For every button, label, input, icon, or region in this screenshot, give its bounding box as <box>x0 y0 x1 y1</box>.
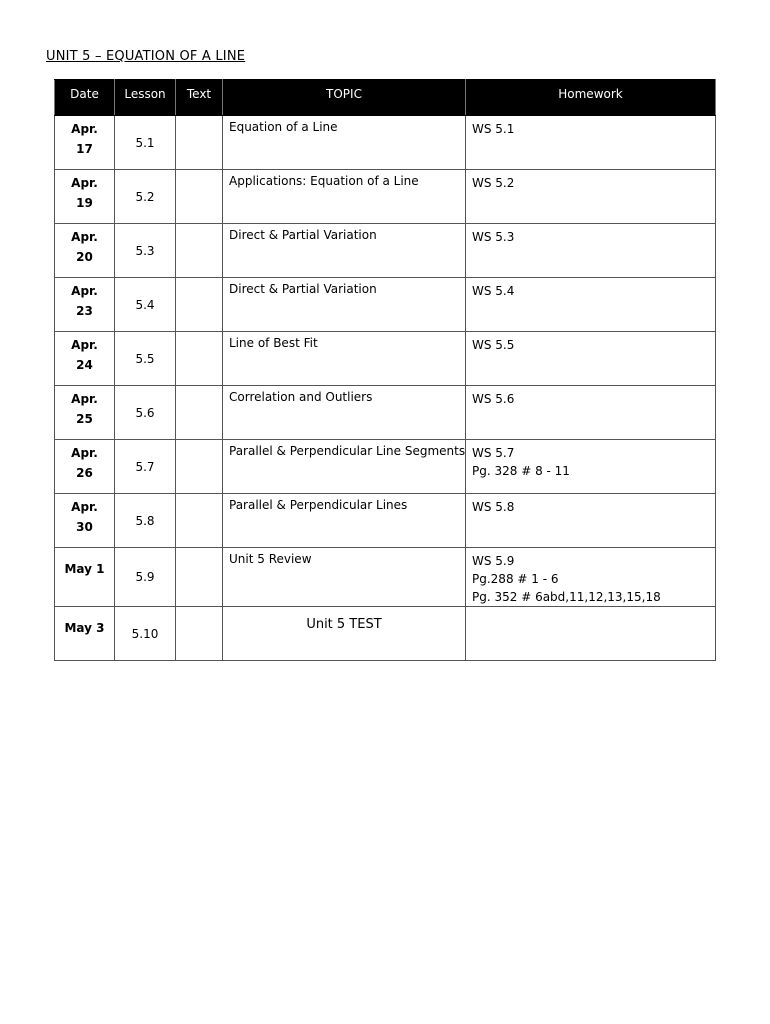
homework-cell <box>466 278 716 332</box>
date-cell <box>55 332 115 386</box>
date-cell <box>55 386 115 440</box>
table-row <box>55 332 716 386</box>
text-cell <box>176 494 223 548</box>
homework-cell <box>466 386 716 440</box>
date-day: 30 <box>76 520 93 534</box>
text-cell <box>176 548 223 607</box>
topic-cell <box>223 116 466 170</box>
homework-line: WS 5.9 <box>472 554 515 568</box>
topic-text: Line of Best Fit <box>229 336 318 350</box>
date-day: 26 <box>76 466 93 480</box>
topic-text: Direct & Partial Variation <box>229 282 377 296</box>
date-day: 25 <box>76 412 93 426</box>
homework-line: Pg. 328 # 8 - 11 <box>472 464 570 478</box>
text-cell <box>176 440 223 494</box>
text-cell <box>176 607 223 661</box>
text-cell <box>176 278 223 332</box>
homework-cell <box>466 548 716 607</box>
homework-line: WS 5.6 <box>472 392 515 406</box>
topic-text: Unit 5 Review <box>229 552 312 566</box>
homework-cell <box>466 607 716 661</box>
table-row <box>55 494 716 548</box>
date-month: Apr. <box>71 230 98 244</box>
lesson-cell: 5.8 <box>115 494 176 548</box>
lesson-cell: 5.5 <box>115 332 176 386</box>
header-text <box>176 80 223 116</box>
homework-line: Pg. 352 # 6abd,11,12,13,15,18 <box>472 590 661 604</box>
lesson-cell: 5.2 <box>115 170 176 224</box>
homework-line: WS 5.5 <box>472 338 515 352</box>
topic-text: Parallel & Perpendicular Line Segments <box>229 444 466 458</box>
table-row <box>55 116 716 170</box>
topic-cell <box>223 278 466 332</box>
date-month: Apr. <box>71 176 98 190</box>
date-month: Apr. <box>71 500 98 514</box>
header-lesson <box>115 80 176 116</box>
date-day: 20 <box>76 250 93 264</box>
date-cell <box>55 278 115 332</box>
topic-text: Unit 5 TEST <box>306 617 382 632</box>
date-day: 23 <box>76 304 93 318</box>
topic-cell <box>223 494 466 548</box>
header-topic <box>223 80 466 116</box>
homework-cell <box>466 494 716 548</box>
topic-cell <box>223 607 466 661</box>
header-topic-label: TOPIC <box>326 87 362 101</box>
header-homework-label: Homework <box>558 87 623 101</box>
table-row <box>55 386 716 440</box>
lesson-cell: 5.6 <box>115 386 176 440</box>
date-cell <box>55 607 115 661</box>
topic-cell <box>223 332 466 386</box>
text-cell <box>176 332 223 386</box>
topic-cell <box>223 386 466 440</box>
topic-cell <box>223 170 466 224</box>
homework-line: WS 5.1 <box>472 122 515 136</box>
date-day: 17 <box>76 142 93 156</box>
table-row <box>55 278 716 332</box>
homework-line: WS 5.3 <box>472 230 515 244</box>
homework-cell <box>466 440 716 494</box>
table-row <box>55 607 716 661</box>
lesson-cell: 5.3 <box>115 224 176 278</box>
topic-text: Parallel & Perpendicular Lines <box>229 498 408 512</box>
date-day: 24 <box>76 358 93 372</box>
header-row <box>55 80 716 116</box>
date-day: 19 <box>76 196 93 210</box>
date-month: Apr. <box>71 392 98 406</box>
date-month: Apr. <box>71 284 98 298</box>
topic-text: Applications: Equation of a Line <box>229 174 419 188</box>
table-row <box>55 548 716 607</box>
text-cell <box>176 170 223 224</box>
header-text-label: Text <box>186 87 212 101</box>
date-cell <box>55 116 115 170</box>
header-lesson-label: Lesson <box>124 87 166 101</box>
homework-cell <box>466 224 716 278</box>
homework-line: WS 5.7 <box>472 446 515 460</box>
topic-text: Direct & Partial Variation <box>229 228 377 242</box>
lesson-cell: 5.7 <box>115 440 176 494</box>
header-homework <box>466 80 716 116</box>
homework-line: WS 5.8 <box>472 500 515 514</box>
table-row <box>55 170 716 224</box>
date-cell <box>55 440 115 494</box>
date-month: Apr. <box>71 122 98 136</box>
lesson-cell: 5.10 <box>115 607 176 661</box>
lesson-cell: 5.9 <box>115 548 176 607</box>
schedule-table <box>54 79 716 661</box>
topic-cell <box>223 440 466 494</box>
topic-cell <box>223 224 466 278</box>
date-month: May 1 <box>64 562 105 576</box>
date-cell <box>55 224 115 278</box>
homework-cell <box>466 332 716 386</box>
table-row <box>55 224 716 278</box>
text-cell <box>176 386 223 440</box>
text-cell <box>176 116 223 170</box>
header-date-label: Date <box>70 87 99 101</box>
text-cell <box>176 224 223 278</box>
date-month: Apr. <box>71 446 98 460</box>
lesson-cell: 5.4 <box>115 278 176 332</box>
lesson-cell: 5.1 <box>115 116 176 170</box>
date-cell <box>55 548 115 607</box>
date-month: May 3 <box>64 621 105 635</box>
topic-text: Correlation and Outliers <box>229 390 373 404</box>
date-cell <box>55 494 115 548</box>
homework-cell <box>466 116 716 170</box>
page-title: UNIT 5 – EQUATION OF A LINE <box>46 49 246 64</box>
homework-line: WS 5.2 <box>472 176 515 190</box>
topic-text: Equation of a Line <box>229 120 338 134</box>
homework-line: WS 5.4 <box>472 284 515 298</box>
homework-cell <box>466 170 716 224</box>
homework-line: Pg.288 # 1 - 6 <box>472 572 559 586</box>
header-date <box>55 80 115 116</box>
date-cell <box>55 170 115 224</box>
topic-cell <box>223 548 466 607</box>
table-row <box>55 440 716 494</box>
date-month: Apr. <box>71 338 98 352</box>
